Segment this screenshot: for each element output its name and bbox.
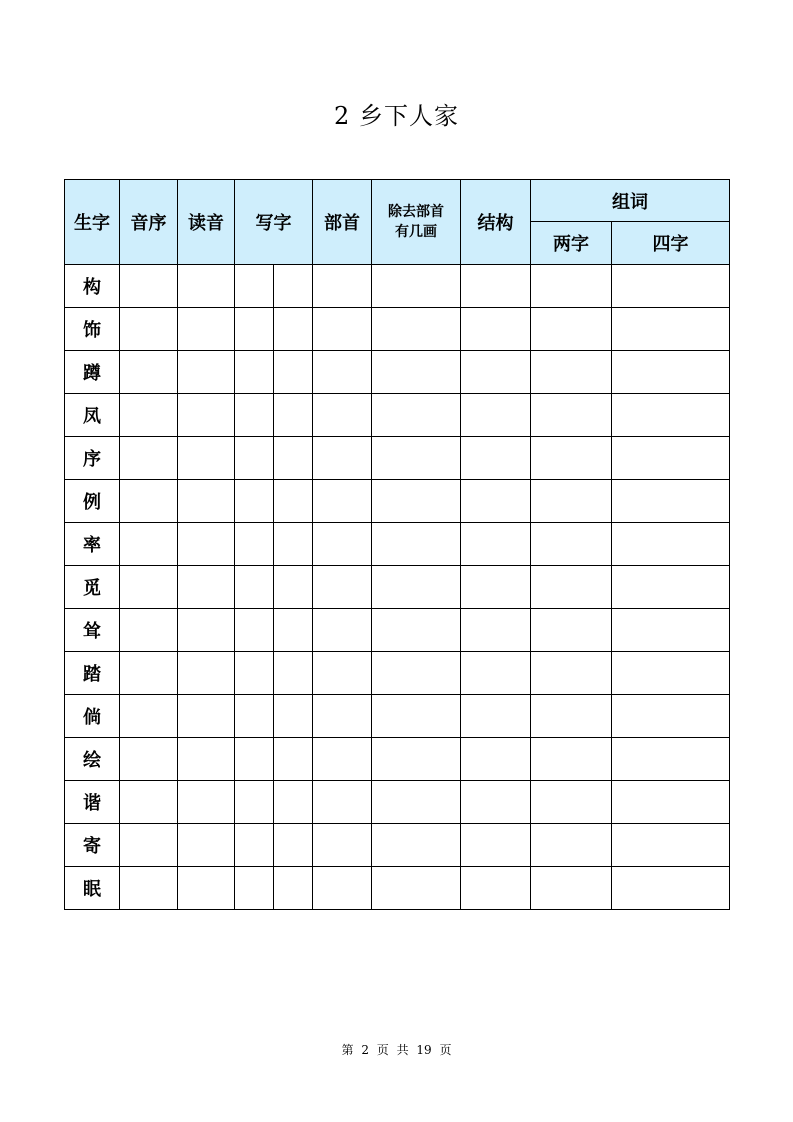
strokes-cell[interactable]: [372, 738, 461, 781]
strokes-cell[interactable]: [372, 781, 461, 824]
structure-cell[interactable]: [461, 265, 531, 308]
pinyin-cell[interactable]: [120, 652, 178, 695]
strokes-cell[interactable]: [372, 480, 461, 523]
header-pinyin-order: 音序: [120, 180, 178, 265]
two-char-cell[interactable]: [531, 824, 612, 867]
table-row: [65, 652, 730, 695]
strokes-cell[interactable]: [372, 566, 461, 609]
table-row: [65, 566, 730, 609]
two-char-cell[interactable]: [531, 265, 612, 308]
header-reading: 读音: [178, 180, 235, 265]
four-char-cell[interactable]: [612, 523, 730, 566]
write-cell[interactable]: [274, 652, 313, 695]
header-write: 写字: [235, 180, 313, 265]
table-row: [65, 480, 730, 523]
header-structure: 结构: [461, 180, 531, 265]
write-cell[interactable]: [274, 480, 313, 523]
four-char-cell[interactable]: [612, 394, 730, 437]
structure-cell[interactable]: [461, 609, 531, 652]
reading-cell[interactable]: [178, 265, 235, 308]
four-char-cell[interactable]: [612, 781, 730, 824]
two-char-cell[interactable]: [531, 609, 612, 652]
four-char-cell[interactable]: [612, 566, 730, 609]
char-cell: 眠: [65, 867, 120, 910]
table-row: [65, 308, 730, 351]
table-row: [65, 738, 730, 781]
two-char-cell[interactable]: [531, 480, 612, 523]
reading-cell[interactable]: [178, 523, 235, 566]
radical-cell[interactable]: [313, 566, 372, 609]
write-cell[interactable]: [235, 308, 274, 351]
write-cell[interactable]: [274, 695, 313, 738]
two-char-cell[interactable]: [531, 351, 612, 394]
write-cell[interactable]: [235, 867, 274, 910]
two-char-cell[interactable]: [531, 308, 612, 351]
table-row: [65, 824, 730, 867]
write-cell[interactable]: [274, 867, 313, 910]
page-title: 2 乡下人家: [334, 102, 459, 130]
write-cell[interactable]: [274, 308, 313, 351]
pinyin-cell[interactable]: [120, 265, 178, 308]
write-cell[interactable]: [235, 437, 274, 480]
table-row: [65, 394, 730, 437]
char-cell: 踏: [65, 652, 120, 695]
strokes-cell[interactable]: [372, 523, 461, 566]
four-char-cell[interactable]: [612, 867, 730, 910]
pinyin-cell[interactable]: [120, 480, 178, 523]
pinyin-cell[interactable]: [120, 781, 178, 824]
strokes-cell[interactable]: [372, 308, 461, 351]
strokes-cell[interactable]: [372, 695, 461, 738]
strokes-cell[interactable]: [372, 351, 461, 394]
char-cell: 饰: [65, 308, 120, 351]
header-char: 生字: [65, 180, 120, 265]
structure-cell[interactable]: [461, 351, 531, 394]
two-char-cell[interactable]: [531, 566, 612, 609]
pinyin-cell[interactable]: [120, 867, 178, 910]
reading-cell[interactable]: [178, 824, 235, 867]
pinyin-cell[interactable]: [120, 609, 178, 652]
four-char-cell[interactable]: [612, 695, 730, 738]
reading-cell[interactable]: [178, 652, 235, 695]
char-cell: 构: [65, 265, 120, 308]
write-cell[interactable]: [235, 824, 274, 867]
char-cell: 寄: [65, 824, 120, 867]
character-table: [64, 179, 730, 910]
write-cell[interactable]: [235, 609, 274, 652]
table-row: [65, 781, 730, 824]
four-char-cell[interactable]: [612, 652, 730, 695]
write-cell[interactable]: [274, 781, 313, 824]
header-strokes: [372, 180, 461, 265]
table-row: [65, 609, 730, 652]
write-cell[interactable]: [235, 394, 274, 437]
four-char-cell[interactable]: [612, 437, 730, 480]
write-cell[interactable]: [274, 265, 313, 308]
reading-cell[interactable]: [178, 566, 235, 609]
write-cell[interactable]: [274, 523, 313, 566]
strokes-cell[interactable]: [372, 394, 461, 437]
radical-cell[interactable]: [313, 652, 372, 695]
table-row: [65, 523, 730, 566]
table-row: [65, 695, 730, 738]
reading-cell[interactable]: [178, 781, 235, 824]
four-char-cell[interactable]: [612, 351, 730, 394]
radical-cell[interactable]: [313, 437, 372, 480]
strokes-cell[interactable]: [372, 609, 461, 652]
reading-cell[interactable]: [178, 480, 235, 523]
char-cell: 觅: [65, 566, 120, 609]
char-cell: 率: [65, 523, 120, 566]
write-cell[interactable]: [274, 609, 313, 652]
char-cell: 绘: [65, 738, 120, 781]
write-cell[interactable]: [274, 437, 313, 480]
radical-cell[interactable]: [313, 394, 372, 437]
four-char-cell[interactable]: [612, 480, 730, 523]
structure-cell[interactable]: [461, 566, 531, 609]
char-cell: 倘: [65, 695, 120, 738]
strokes-cell[interactable]: [372, 824, 461, 867]
page-footer: 第 2 页 共 19 页: [341, 1043, 452, 1057]
write-cell[interactable]: [235, 523, 274, 566]
strokes-cell[interactable]: [372, 265, 461, 308]
write-cell[interactable]: [235, 695, 274, 738]
header-words: 组词: [531, 180, 730, 222]
two-char-cell[interactable]: [531, 695, 612, 738]
table-row: [65, 351, 730, 394]
write-cell[interactable]: [274, 394, 313, 437]
reading-cell[interactable]: [178, 394, 235, 437]
write-cell[interactable]: [235, 566, 274, 609]
reading-cell[interactable]: [178, 308, 235, 351]
write-cell[interactable]: [274, 351, 313, 394]
four-char-cell[interactable]: [612, 308, 730, 351]
radical-cell[interactable]: [313, 480, 372, 523]
radical-cell[interactable]: [313, 351, 372, 394]
write-cell[interactable]: [235, 265, 274, 308]
radical-cell[interactable]: [313, 308, 372, 351]
structure-cell[interactable]: [461, 437, 531, 480]
structure-cell[interactable]: [461, 867, 531, 910]
char-cell: 例: [65, 480, 120, 523]
char-cell: 序: [65, 437, 120, 480]
strokes-cell[interactable]: [372, 652, 461, 695]
four-char-cell[interactable]: [612, 824, 730, 867]
write-cell[interactable]: [235, 738, 274, 781]
structure-cell[interactable]: [461, 523, 531, 566]
radical-cell[interactable]: [313, 265, 372, 308]
pinyin-cell[interactable]: [120, 437, 178, 480]
reading-cell[interactable]: [178, 867, 235, 910]
structure-cell[interactable]: [461, 781, 531, 824]
two-char-cell[interactable]: [531, 781, 612, 824]
char-cell: 耸: [65, 609, 120, 652]
radical-cell[interactable]: [313, 867, 372, 910]
pinyin-cell[interactable]: [120, 738, 178, 781]
two-char-cell[interactable]: [531, 523, 612, 566]
radical-cell[interactable]: [313, 523, 372, 566]
radical-cell[interactable]: [313, 824, 372, 867]
radical-cell[interactable]: [313, 609, 372, 652]
pinyin-cell[interactable]: [120, 351, 178, 394]
two-char-cell[interactable]: [531, 437, 612, 480]
four-char-cell[interactable]: [612, 738, 730, 781]
pinyin-cell[interactable]: [120, 523, 178, 566]
structure-cell[interactable]: [461, 824, 531, 867]
table-row: [65, 265, 730, 308]
write-cell[interactable]: [274, 824, 313, 867]
two-char-cell[interactable]: [531, 738, 612, 781]
four-char-cell[interactable]: [612, 609, 730, 652]
write-cell[interactable]: [235, 480, 274, 523]
structure-cell[interactable]: [461, 695, 531, 738]
two-char-cell[interactable]: [531, 394, 612, 437]
four-char-cell[interactable]: [612, 265, 730, 308]
header-strokes-line1: 除去部首: [388, 204, 444, 220]
write-cell[interactable]: [274, 566, 313, 609]
reading-cell[interactable]: [178, 351, 235, 394]
header-radical: 部首: [313, 180, 372, 265]
reading-cell[interactable]: [178, 695, 235, 738]
table-row: [65, 437, 730, 480]
table-row: [65, 867, 730, 910]
char-cell: 蹲: [65, 351, 120, 394]
strokes-cell[interactable]: [372, 867, 461, 910]
structure-cell[interactable]: [461, 394, 531, 437]
write-cell[interactable]: [235, 351, 274, 394]
pinyin-cell[interactable]: [120, 695, 178, 738]
pinyin-cell[interactable]: [120, 308, 178, 351]
pinyin-cell[interactable]: [120, 566, 178, 609]
header-strokes-line2: 有几画: [395, 224, 437, 240]
header-two-char: 两字: [531, 222, 612, 265]
write-cell[interactable]: [235, 781, 274, 824]
structure-cell[interactable]: [461, 652, 531, 695]
radical-cell[interactable]: [313, 781, 372, 824]
strokes-cell[interactable]: [372, 437, 461, 480]
write-cell[interactable]: [235, 652, 274, 695]
pinyin-cell[interactable]: [120, 824, 178, 867]
reading-cell[interactable]: [178, 738, 235, 781]
pinyin-cell[interactable]: [120, 394, 178, 437]
header-four-char: 四字: [612, 222, 730, 265]
reading-cell[interactable]: [178, 609, 235, 652]
two-char-cell[interactable]: [531, 867, 612, 910]
two-char-cell[interactable]: [531, 652, 612, 695]
structure-cell[interactable]: [461, 480, 531, 523]
reading-cell[interactable]: [178, 437, 235, 480]
radical-cell[interactable]: [313, 695, 372, 738]
write-cell[interactable]: [274, 738, 313, 781]
char-cell: 谐: [65, 781, 120, 824]
radical-cell[interactable]: [313, 738, 372, 781]
char-cell: 凤: [65, 394, 120, 437]
structure-cell[interactable]: [461, 308, 531, 351]
structure-cell[interactable]: [461, 738, 531, 781]
